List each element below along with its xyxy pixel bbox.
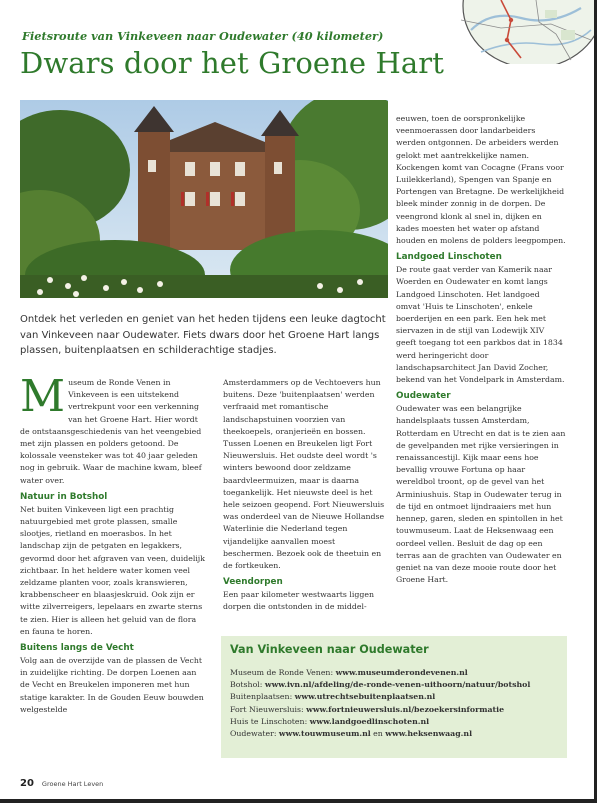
paragraph-veendorpen: Een paar kilometer westwaarts liggen dorpen die ontstonden in de middel- — [223, 590, 375, 612]
info-link[interactable]: www.heksenwaag.nl — [385, 729, 473, 739]
publication-name: Groene Hart Leven — [41, 780, 104, 788]
page-edge-bottom — [0, 799, 597, 803]
heading-botshol: Natuur in Botshol — [20, 491, 108, 502]
info-link[interactable]: www.ivn.nl/afdeling/de-ronde-venen-uithoorn/natuur/botshol — [264, 680, 531, 690]
info-row — [230, 691, 564, 703]
text-column-1 — [20, 371, 205, 716]
info-link[interactable]: www.fortnieuwersluis.nl/bezoekersinformatie — [306, 704, 505, 714]
paragraph-vecht: Volg aan de overzijde van de plassen de Vecht in zuidelijke richting. De dorpen Loenen aan de Vecht en Breukelen imponeren met hun statige karakter. In de Gouden Eeuw bouwden welgestelde — [20, 656, 204, 714]
info-label: Fort Nieuwersluis: — [230, 704, 307, 714]
intro-paragraph — [20, 371, 205, 487]
paragraph-botshol: Net buiten Vinkeveen ligt een prachtig natuurgebied met grote plassen, smalle slootjes, rietland en moerasbos. In het landschap zijn de petgaten en legakkers, gevormd door het afgraven van veen, duidelijk zichtbaar. In het heldere water komen veel zeldzame planten voor, zoals kranswieren, krabbenscheer en blaasjeskruid. Ook zijn er witte zilverreigers, lepelaars en zwarte sterns te zien. Hier is alleen het geluid van de flora en fauna te horen. — [20, 504, 205, 636]
info-box-title: Van Vinkeveen naar Oudewater — [230, 643, 429, 656]
info-row — [230, 716, 564, 728]
info-row — [230, 679, 564, 691]
heading-veendorpen: Veendorpen — [223, 577, 283, 588]
page-footer — [20, 771, 103, 790]
drop-cap: M — [20, 371, 66, 422]
lead-paragraph: Ontdek het verleden en geniet van het heden tijdens een leuke dagtocht van Vinkeveen naar Oudewater. Fiets dwars door het Groene Hart langs plassen, buitenplaatsen en schilderachtige stadjes. — [20, 314, 386, 356]
info-link[interactable]: www.landgoedlinschoten.nl — [309, 716, 430, 726]
info-label: Buitenplaatsen: — [230, 692, 295, 702]
paragraph-veendorpen-cont: eeuwen, toen de oorspronkelijke veenmoerassen door landarbeiders werden ontgonnen. De arbeiders werden gelokt met aantrekkelijke namen. Kockengen komt van Cocagne (Frans voor Luilekkerland), Spengen van Spanje en Portengen van Bretagne. De werkelijkheid bleek minder zonnig in de dorpen. De veengrond klonk al snel in, dijken en kades moesten het water op afstand houden en molens de polders leegpompen. — [396, 114, 566, 246]
info-box — [221, 636, 567, 758]
castle-photo-graphic — [20, 100, 388, 298]
info-row — [230, 667, 564, 679]
castle-photo — [20, 100, 388, 298]
info-link[interactable]: www.touwmuseum.nl — [278, 729, 371, 739]
info-box-list — [230, 667, 564, 740]
article-lead — [20, 312, 398, 359]
paragraph-buitens: Amsterdammers op de Vechtoevers hun buitens. Deze 'buitenplaatsen' werden verfraaid met romantische landschapstuinen voorzien van theekoepels, oranjerieën en bossen. Tussen Loenen en Breukelen ligt Fort Nieuwersluis. Het oudste deel wordt 's winters bewoond door zeldzame baardvleermuizen, maar is daarna toegankelijk. Het nieuwste deel is het hele seizoen geopend. Fort Nieuwersluis was onderdeel van de Nieuwe Hollandse Waterlinie die Nederland tegen vijandelijke aanvallen moest beschermen. Bezoek ook de theetuin en de fortkeuken. — [223, 378, 385, 571]
info-link[interactable]: www.utrechtsebuitenplaatsen.nl — [294, 692, 436, 702]
article-title: Dwars door het Groene Hart — [20, 46, 445, 80]
info-label: Museum de Ronde Venen: — [230, 668, 336, 677]
text-column-3 — [396, 113, 566, 586]
heading-oudewater: Oudewater — [396, 391, 451, 402]
route-map — [441, 0, 597, 64]
route-map-graphic — [441, 0, 597, 64]
info-row — [230, 728, 564, 740]
paragraph-oudewater: Oudewater was een belangrijke handelsplaats tussen Amsterdam, Rotterdam en Utrecht en dat is te zien aan de gevelpanden met rijke versieringen in renaissancestijl. Kijk maar eens hoe bevallig vrouwe Fortuna op haar wereldbol troont, op de gevel van het Arminiushuis. Stap in Oudewater terug in de tijd en ontmoet lijndraaiers met hun hennep, garen, sleden en spintollen in het touwmuseum. Laat de Heksenwaag een oordeel vellen. Besluit de dag op een terras aan de grachten van Oudewater en geniet na van deze mooie route door het Groene Hart. — [396, 404, 566, 585]
heading-vecht: Buitens langs de Vecht — [20, 643, 134, 654]
article-kicker: Fietsroute van Vinkeveen naar Oudewater (40 kilometer) — [22, 29, 384, 43]
info-row — [230, 704, 564, 716]
info-separator: en — [370, 729, 386, 739]
intro-text: useum de Ronde Venen in Vinkeveen is een uitstekend vertrekpunt voor een verkenning van het Groene Hart. Hier wordt de ontstaansgeschiedenis van het veengebied met zijn plassen en polders getoond. De kolossale veensteker was tot 40 jaar geleden nog in gebruik. Waar de machine kwam, bleef water over. — [20, 378, 202, 485]
paragraph-linschoten: De route gaat verder van Kamerik naar Woerden en Oudewater en komt langs Landgoed Linschoten. Het landgoed omvat 'Huis te Linschoten', enkele boerderijen en een park. Een hek met siervazen in de stijl van Lodewijk XIV geeft toegang tot een parkbos dat in 1834 werd heringericht door landschapsarchitect Jan David Zocher, bekend van het Vondelpark in Amsterdam. — [396, 265, 565, 385]
page-number: 20 — [20, 778, 34, 789]
text-column-2 — [223, 377, 388, 614]
info-link[interactable]: www.museumderondevenen.nl — [335, 668, 468, 677]
info-label: Botshol: — [230, 680, 265, 690]
heading-linschoten: Landgoed Linschoten — [396, 252, 502, 263]
info-label: Oudewater: — [230, 729, 279, 739]
info-label: Huis te Linschoten: — [230, 716, 310, 726]
